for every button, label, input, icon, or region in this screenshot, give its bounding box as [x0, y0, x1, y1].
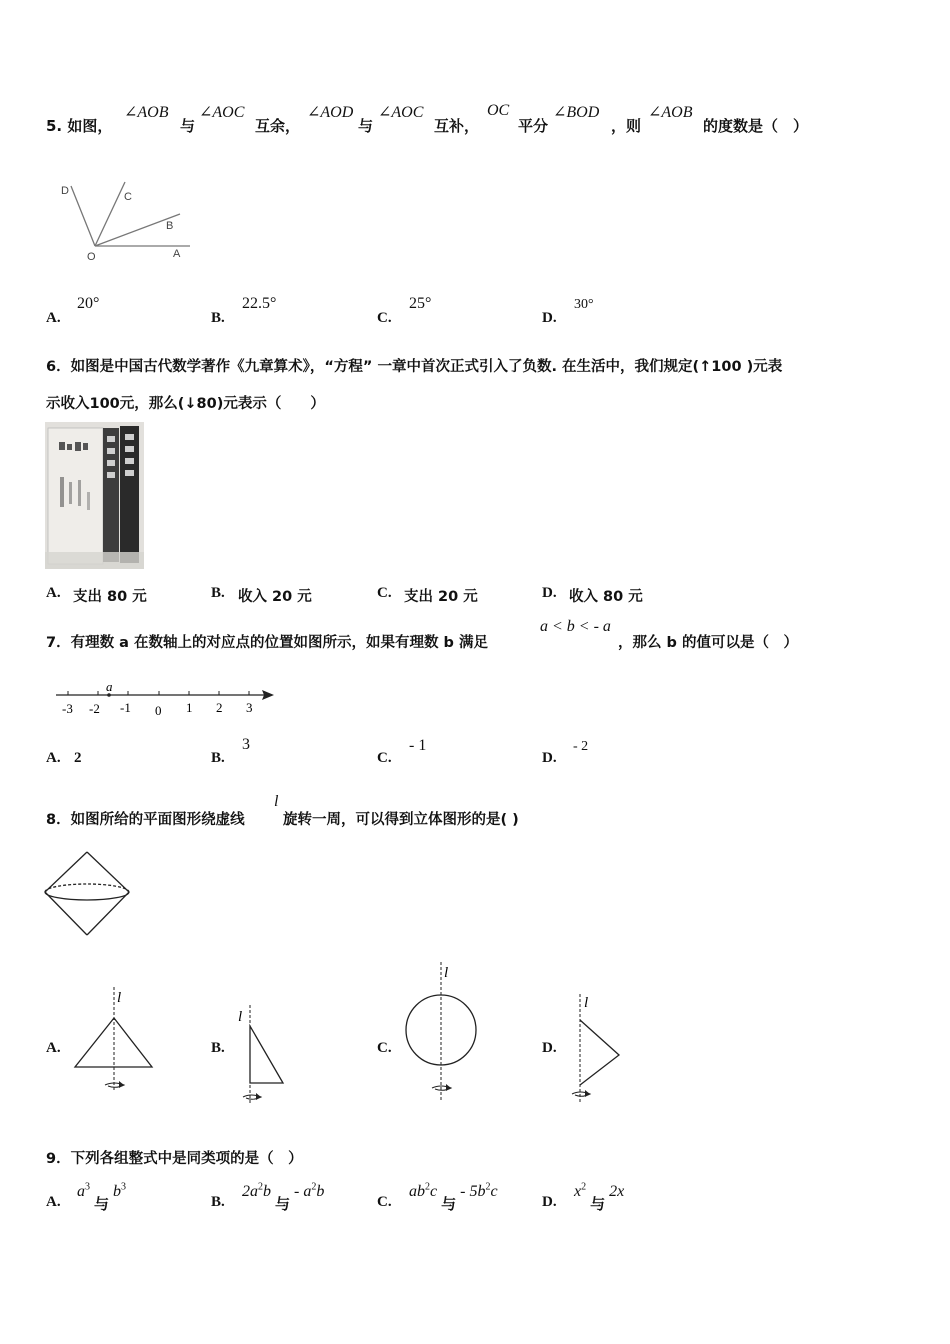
q5-option-a-letter: A. — [46, 310, 61, 326]
q5-question: 的度数是（ ） — [703, 117, 809, 135]
q8-option-a-letter: A. — [46, 1040, 61, 1056]
q5-bisect: 平分 — [518, 117, 549, 135]
q5-number: 5. — [46, 117, 63, 135]
q9-c-left-pre: ab — [409, 1183, 425, 1200]
q8-stem-part-1: 8．如图所给的平面图形绕虚线 — [46, 812, 245, 828]
q8-option-d-figure[interactable] — [568, 990, 628, 1106]
q5-with-2: 与 — [358, 117, 374, 135]
q6-option-d-value: 收入 80 元 — [569, 589, 643, 605]
q9-option-b-expr — [242, 1180, 325, 1213]
q9-option-c-expr — [409, 1180, 498, 1213]
q5-angle-bod: ∠BOD — [553, 104, 600, 121]
q7-option-b-value: 3 — [242, 736, 250, 753]
q5-angle-aod: ∠AOD — [307, 104, 354, 121]
q7-tick-neg2: -2 — [89, 701, 100, 716]
q9-option-a-letter: A. — [46, 1194, 61, 1210]
q5-angle-aoc-2: ∠AOC — [378, 104, 424, 121]
q8-axis-l: l — [274, 793, 279, 810]
q9-option-a-expr — [77, 1180, 127, 1213]
q9-stem: 9．下列各组整式中是同类项的是（ ） — [46, 1151, 303, 1167]
q6-option-d-letter: D. — [542, 585, 557, 601]
q9-a-right-exp: 3 — [121, 1181, 127, 1193]
q7-tick-neg1: -1 — [120, 700, 131, 715]
q7-condition: a < b < - a — [540, 618, 611, 635]
q7-tick-3: 3 — [246, 700, 253, 715]
q9-d-right-value: 2x — [609, 1183, 625, 1200]
q5-option-d-value: 30° — [574, 297, 594, 312]
q5-angle-aoc: ∠AOC — [199, 104, 245, 121]
q5-angle-figure — [55, 178, 195, 264]
q9-a-right-base: b — [113, 1183, 122, 1200]
q9-c-left-tail: c — [430, 1183, 438, 1200]
q6-stem-line-1: 6．如图是中国古代数学著作《九章算术》，“方程” 一章中首次正式引入了负数. 在生活中，我们规定(↑100 )元表 — [46, 359, 783, 375]
q6-book-photo — [45, 422, 144, 569]
q9-c-left-exp: 2 — [425, 1181, 430, 1193]
q7-option-d-value: - 2 — [573, 739, 589, 754]
q9-d-with: 与 — [590, 1195, 606, 1213]
q9-a-with: 与 — [94, 1195, 110, 1213]
q8-stem-part-2: 旋转一周，可以得到立体图形的是( ) — [283, 812, 519, 828]
q5-angle-aob: ∠AOB — [124, 104, 169, 121]
q9-b-with: 与 — [275, 1195, 291, 1213]
q5-angle-aob-2: ∠AOB — [648, 104, 693, 121]
q5-supplementary: 互补， — [434, 117, 480, 135]
q9-a-left-exp: 3 — [85, 1181, 90, 1193]
q8-option-c-figure[interactable] — [400, 960, 484, 1106]
q6-option-c-letter: C. — [377, 585, 392, 601]
q6-option-c-value: 支出 20 元 — [404, 589, 478, 605]
q9-c-right-tail: c — [490, 1183, 498, 1200]
q9-b-left-tail: b — [263, 1183, 271, 1200]
q9-b-right-coef: - a — [294, 1183, 312, 1200]
q8-b-axis-label: l — [238, 1009, 243, 1025]
q9-option-d-letter: D. — [542, 1194, 557, 1210]
q7-tick-0: 0 — [155, 703, 162, 718]
q9-b-right-tail: b — [316, 1183, 325, 1200]
q7-option-a-value: 2 — [74, 750, 82, 766]
q5-label-a: A — [173, 248, 181, 260]
q5-then: ，则 — [611, 117, 642, 135]
q8-c-axis-label: l — [444, 965, 449, 981]
q9-d-left-exp: 2 — [581, 1181, 587, 1193]
q7-option-a-letter: A. — [46, 750, 61, 766]
q8-a-axis-label: l — [117, 990, 122, 1006]
q9-c-right-pre: - 5b — [460, 1183, 486, 1200]
q7-tick-neg3: -3 — [62, 701, 73, 716]
q8-option-d-letter: D. — [542, 1040, 557, 1056]
q6-stem-line-2: 示收入100元，那么(↓80)元表示（ ） — [46, 396, 325, 412]
q8-solid-figure — [42, 848, 134, 940]
q9-b-left-exp: 2 — [258, 1181, 263, 1193]
q5-ray-oc: OC — [487, 102, 510, 119]
q8-d-axis-label: l — [584, 995, 589, 1011]
q7-option-c-letter: C. — [377, 750, 392, 766]
q5-text-1: 如图， — [67, 117, 113, 135]
q7-point-a-label: a — [106, 679, 113, 694]
q6-option-b-letter: B. — [211, 585, 225, 601]
q5-option-a-value: 20° — [77, 295, 100, 312]
q5-stem — [46, 115, 112, 136]
q7-option-d-letter: D. — [542, 750, 557, 766]
q9-a-left-base: a — [77, 1183, 85, 1200]
q9-option-c-letter: C. — [377, 1194, 392, 1210]
q7-number-line — [52, 676, 278, 722]
q8-option-b-figure[interactable] — [235, 1003, 291, 1107]
q5-option-c-letter: C. — [377, 310, 392, 326]
q6-option-a-value: 支出 80 元 — [73, 589, 147, 605]
q6-option-b-value: 收入 20 元 — [238, 589, 312, 605]
q5-option-d-letter: D. — [542, 310, 557, 326]
q9-b-right-exp: 2 — [311, 1181, 317, 1193]
q7-option-b-letter: B. — [211, 750, 225, 766]
q7-stem-part-1: 7．有理数 a 在数轴上的对应点的位置如图所示，如果有理数 b 满足 — [46, 635, 488, 651]
q8-option-b-letter: B. — [211, 1040, 225, 1056]
q8-option-a-figure[interactable] — [72, 985, 156, 1095]
q7-tick-2: 2 — [216, 700, 223, 715]
q5-option-b-letter: B. — [211, 310, 225, 326]
q5-label-c: C — [124, 191, 132, 203]
q9-c-with: 与 — [441, 1195, 457, 1213]
q9-d-left-base: x — [574, 1183, 582, 1200]
q9-c-right-exp: 2 — [485, 1181, 491, 1193]
q5-label-b: B — [166, 220, 174, 232]
q7-option-c-value: - 1 — [409, 737, 427, 754]
q5-option-b-value: 22.5° — [242, 295, 277, 312]
q5-label-o: O — [87, 251, 96, 263]
q7-tick-1: 1 — [186, 700, 193, 715]
q9-option-b-letter: B. — [211, 1194, 225, 1210]
q5-option-c-value: 25° — [409, 295, 432, 312]
q9-option-d-expr — [574, 1180, 625, 1213]
q9-b-left-coef: 2a — [242, 1183, 258, 1200]
q5-complementary: 互余， — [255, 117, 301, 135]
q8-option-c-letter: C. — [377, 1040, 392, 1056]
q5-with-1: 与 — [180, 117, 196, 135]
q5-label-d: D — [61, 185, 69, 197]
q6-option-a-letter: A. — [46, 585, 61, 601]
q7-stem-part-2: ，那么 b 的值可以是（ ） — [618, 635, 798, 651]
